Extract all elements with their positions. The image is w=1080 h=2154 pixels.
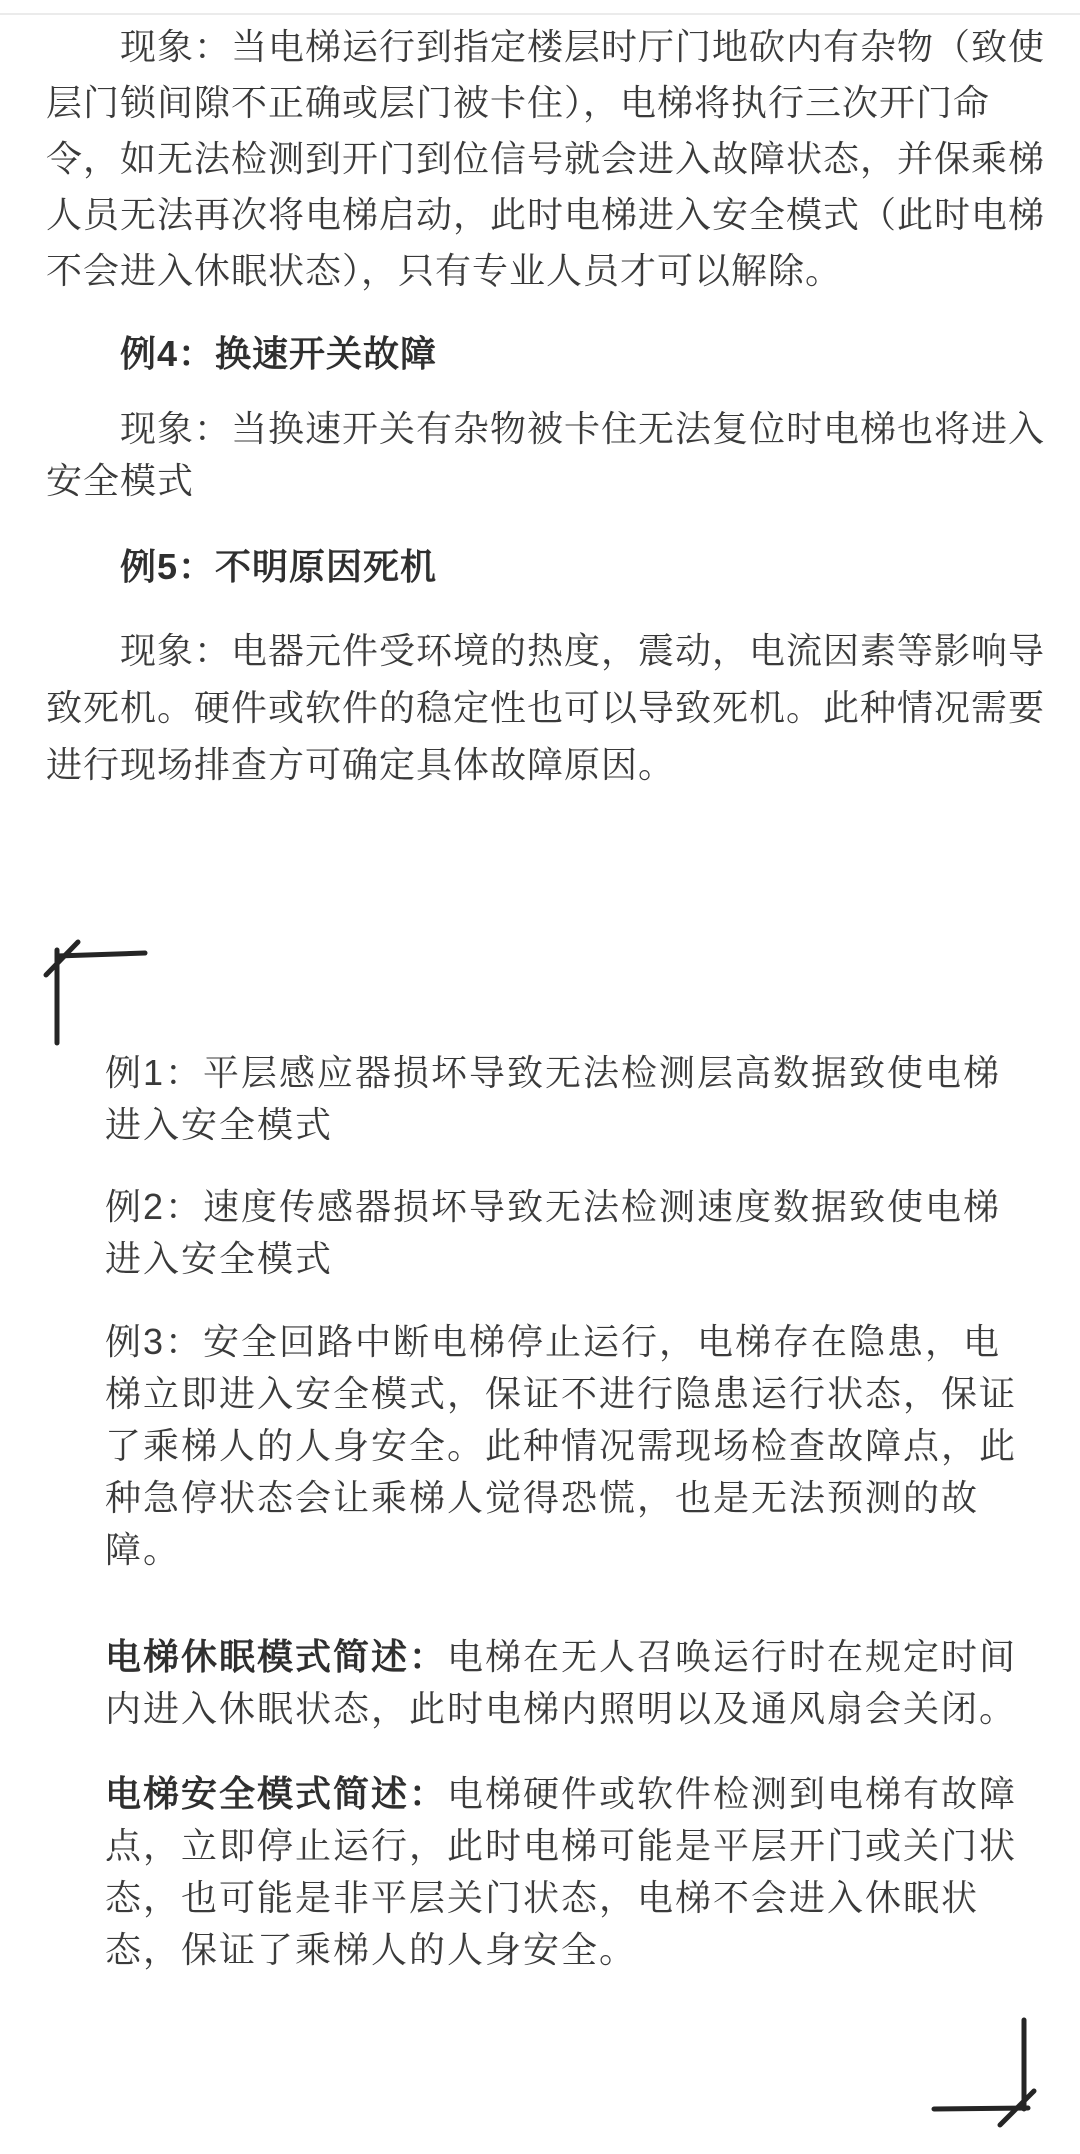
example3-line: 障。 bbox=[105, 1529, 182, 1570]
example3-line: 了乘梯人的人身安全。此种情况需现场检查故障点，此 bbox=[105, 1425, 1018, 1466]
example1-line: 进入安全模式 bbox=[105, 1104, 334, 1145]
sleep-summary-line bbox=[105, 1634, 1017, 1680]
example3-line: 梯立即进入安全模式，保证不进行隐患运行状态，保证 bbox=[105, 1373, 1018, 1414]
example4-heading: 例4：换速开关故障 bbox=[120, 333, 438, 374]
sleep-summary-line: 内进入休眠状态，此时电梯内照明以及通风扇会关闭。 bbox=[105, 1688, 1018, 1729]
corner-bracket-mark-top-left bbox=[40, 935, 155, 1055]
phenomenon3-line: 现象：电器元件受环境的热度，震动，电流因素等影响导 bbox=[120, 630, 1046, 671]
phenomenon1-line: 令，如无法检测到开门到位信号就会进入故障状态，并保乘梯 bbox=[46, 138, 1046, 179]
safe-summary-line: 态，保证了乘梯人的人身安全。 bbox=[105, 1929, 638, 1970]
phenomenon1-line: 人员无法再次将电梯启动，此时电梯进入安全模式（此时电梯 bbox=[46, 194, 1046, 235]
safe-summary-line: 态，也可能是非平层关门状态，电梯不会进入休眠状 bbox=[105, 1877, 980, 1918]
phenomenon1-line: 现象：当电梯运行到指定楼层时厅门地砍内有杂物（致使 bbox=[120, 26, 1046, 67]
safe-summary-line bbox=[105, 1771, 1017, 1817]
sleep-summary-text: 电梯在无人召唤运行时在规定时间 bbox=[447, 1636, 1018, 1677]
top-divider bbox=[0, 13, 1080, 15]
phenomenon1-line: 不会进入休眠状态），只有专业人员才可以解除。 bbox=[46, 250, 843, 291]
phenomenon3-line: 致死机。硬件或软件的稳定性也可以导致死机。此种情况需要 bbox=[46, 687, 1046, 728]
example3-line: 例3：安全回路中断电梯停止运行，电梯存在隐患，电 bbox=[105, 1321, 1002, 1362]
example2-line: 进入安全模式 bbox=[105, 1238, 334, 1279]
phenomenon2-line: 现象：当换速开关有杂物被卡住无法复位时电梯也将进入 bbox=[120, 408, 1046, 449]
phenomenon3-line: 进行现场排查方可确定具体故障原因。 bbox=[46, 744, 676, 785]
example5-heading: 例5：不明原因死机 bbox=[120, 546, 438, 587]
sleep-summary-lead: 电梯休眠模式简述： bbox=[105, 1636, 448, 1677]
corner-bracket-mark-bottom-right bbox=[928, 2012, 1043, 2137]
example1-line: 例1：平层感应器损坏导致无法检测层高数据致使电梯 bbox=[105, 1052, 1002, 1093]
phenomenon1-line: 层门锁间隙不正确或层门被卡住），电梯将执行三次开门命 bbox=[46, 82, 991, 123]
example2-line: 例2：速度传感器损坏导致无法检测速度数据致使电梯 bbox=[105, 1186, 1002, 1227]
safe-summary-text: 电梯硬件或软件检测到电梯有故障 bbox=[447, 1773, 1018, 1814]
phenomenon2-line: 安全模式 bbox=[46, 460, 195, 501]
safe-summary-lead: 电梯安全模式简述： bbox=[105, 1773, 448, 1814]
example3-line: 种急停状态会让乘梯人觉得恐慌，也是无法预测的故 bbox=[105, 1477, 980, 1518]
safe-summary-line: 点，立即停止运行，此时电梯可能是平层开门或关门状 bbox=[105, 1825, 1018, 1866]
